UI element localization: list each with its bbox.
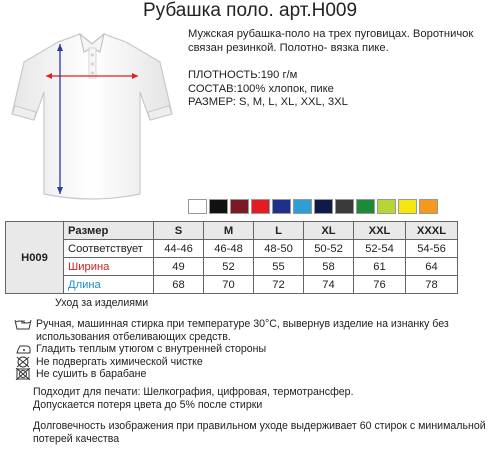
article-code: Н009 — [6, 222, 64, 294]
color-swatch — [314, 199, 333, 214]
color-swatch — [398, 199, 417, 214]
description-line: Мужская рубашка-поло на трех пуговицах. Воротничок — [188, 28, 474, 40]
care-text: Не сушить в барабане — [36, 368, 147, 380]
row-label-length: Длина — [64, 276, 154, 294]
table-cell: 52-54 — [354, 240, 406, 258]
color-swatch — [293, 199, 312, 214]
care-text: Не подвергать химической чистке — [36, 355, 203, 368]
table-cell: 49 — [154, 258, 204, 276]
table-row — [6, 276, 458, 294]
table-cell: 78 — [406, 276, 458, 294]
table-cell: 48-50 — [254, 240, 304, 258]
spec-sizes: РАЗМЕР: S, M, L, XL, XXL, 3XL — [188, 96, 348, 108]
description-line: связан резинкой. Полотно- вязка пике. — [188, 41, 389, 54]
care-title: Уход за изделиями — [55, 297, 149, 309]
table-cell: 58 — [304, 258, 354, 276]
color-swatch — [251, 199, 270, 214]
table-row — [6, 258, 458, 276]
product-description — [188, 28, 498, 55]
table-cell: 50-52 — [304, 240, 354, 258]
product-specs — [188, 69, 498, 110]
color-swatch — [188, 199, 207, 214]
color-swatch — [209, 199, 228, 214]
color-swatches — [188, 199, 438, 214]
table-cell: 61 — [354, 258, 406, 276]
table-cell: 54-56 — [406, 240, 458, 258]
size-header-cell: XXXL — [406, 222, 458, 240]
size-header-label: Размер — [64, 222, 154, 240]
care-list — [14, 318, 494, 381]
table-cell: 46-48 — [204, 240, 254, 258]
table-cell: 55 — [254, 258, 304, 276]
color-swatch — [272, 199, 291, 214]
color-loss-note: Допускается потеря цвета до 5% после стирки — [33, 399, 263, 411]
table-cell: 76 — [354, 276, 406, 294]
care-item — [14, 356, 494, 369]
color-swatch — [356, 199, 375, 214]
iron-icon — [14, 343, 32, 355]
color-swatch — [377, 199, 396, 214]
spec-density: ПЛОТНОСТЬ:190 г/м — [188, 69, 298, 81]
care-item — [14, 343, 494, 356]
care-text: Гладить теплым утюгом с внутренней стороны — [36, 343, 267, 355]
table-cell: 64 — [406, 258, 458, 276]
page-title: Рубашка поло. арт.Н009 — [142, 0, 358, 21]
table-cell: 44-46 — [154, 240, 204, 258]
color-swatch — [335, 199, 354, 214]
table-cell: 52 — [204, 258, 254, 276]
size-header-cell: XXL — [354, 222, 406, 240]
washing-icon — [14, 318, 32, 330]
row-label-width: Ширина — [64, 258, 154, 276]
size-header-cell: XL — [304, 222, 354, 240]
table-cell: 74 — [304, 276, 354, 294]
size-table — [5, 221, 458, 294]
table-row — [6, 240, 458, 258]
print-info — [33, 386, 493, 412]
size-header-cell: S — [154, 222, 204, 240]
care-item — [14, 318, 494, 343]
table-cell: 72 — [254, 276, 304, 294]
row-label-correspondence: Соответствует — [64, 240, 154, 258]
care-item — [14, 368, 494, 381]
durability-note: Долговечность изображения при правильном уходе выдерживает 60 стирок с минимальной потерей качества — [33, 420, 486, 445]
size-header-cell: M — [204, 222, 254, 240]
table-cell: 70 — [204, 276, 254, 294]
no-tumble-dry-icon — [14, 368, 32, 380]
spec-composition: СОСТАВ:100% хлопок, пике — [188, 82, 334, 95]
no-dry-clean-icon — [14, 356, 32, 368]
color-swatch — [419, 199, 438, 214]
color-swatch — [230, 199, 249, 214]
size-table-header-row — [6, 222, 458, 240]
polo-shirt-image — [0, 22, 185, 207]
table-cell: 68 — [154, 276, 204, 294]
care-text: Ручная, машинная стирка при температуре 30°С, вывернув изделие на изнанку без использования отбеливающих средств. — [36, 318, 449, 343]
print-methods: Подходит для печати: Шелкография, цифровая, термотрансфер. — [33, 386, 354, 398]
size-header-cell: L — [254, 222, 304, 240]
